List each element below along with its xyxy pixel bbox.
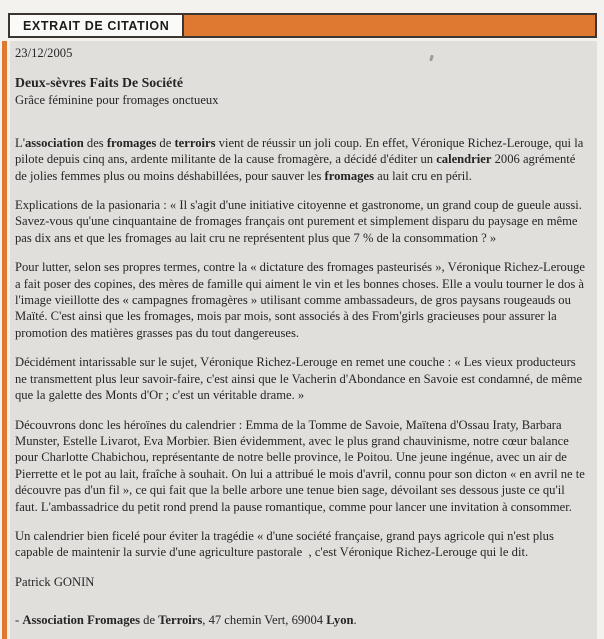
article-paragraph: Découvrons donc les héroïnes du calendrier : Emma de la Tomme de Savoie, Maïtena d'Ossau Iraty, Barbara Munster, Estelle Livarot, Eva Morbier. Bien évidemment, avec le plus grand chauvinisme, notre cœur balance pour Charlotte Chabichou, représentante de notre belle province, le Poitou. Une jeune ingénue, avec un air de Pierrette et le pot au lait, fraîche à souhait. On lui a attribué le mois d'avril, connu pour son dicton « en avril ne te découvre pas d'un fil », ce qui fait que la belle arbore une tenue bien sage, dévoilant ses dessous juste ce qu'il faut. L'ambassadrice du petit rond prend la pause romantique, comme pour lancer une invitation à consommer. xyxy=(15,417,585,514)
article-paragraph: Pour lutter, selon ses propres termes, contre la « dictature des fromages pasteurisés », Véronique Richez-Lerouge a fait poser des copines, des mères de famille qui aiment le vin et les bonnes choses. Elle a voulu tourner le dos à l'image vieillotte des « campagnes fromagères » utilisant comme ambassadeurs, de gros paysans rougeauds ou Maïté. C'est ainsi que les fromages, mois par mois, sont associés à des From'girls gracieuses pour assurer la promotion des matières grasses pas du tout dangereuses. xyxy=(15,260,585,340)
article-paragraph: L'association des fromages de terroirs vient de réussir un joli coup. En effet, Véronique Richez-Lerouge, qui la pilote depuis cinq ans, ardente militante de la cause fromagère, a décidé d'éditer un calendrier 2006 agrémenté de jolies femmes plus ou moins déshabillées, pour sauver les fromages au lait cru en péril. xyxy=(15,135,584,183)
article-paragraph: Explications de la pasionaria : « Il s'agit d'une initiative citoyenne et gastronome, un grand coup de gueule aussi. Savez-vous qu'une cinquantaine de fromages français ont purement et simplement disparu du paysage en même pas dix ans et que les fromages au lait cru ne représentent plus que 7 % de la consommation ? » xyxy=(15,198,582,245)
article-footer: - Association Fromages de Terroirs, 47 chemin Vert, 69004 Lyon. xyxy=(15,613,357,628)
article-author: Patrick GONIN xyxy=(15,574,95,589)
article-date: 23/12/2005 xyxy=(15,46,73,60)
article-title: Deux-sèvres Faits De Société xyxy=(15,75,183,91)
header-label: EXTRAIT DE CITATION xyxy=(8,13,184,38)
article-paragraph: Un calendrier bien ficelé pour éviter la tragédie « d'une société française, grand pays agricole qui n'est plus capable de maintenir la survie d'une agriculture pastorale , c'est Véronique Richez-Lerouge qui le dit. xyxy=(15,528,554,560)
left-accent-bar xyxy=(2,41,7,639)
article-paragraph: Décidément intarissable sur le sujet, Véronique Richez-Lerouge en remet une couche : « Les vieux producteurs ne transmettent plus leur savoir-faire, c'est ainsi que le Vacherin d'Abondance en Savoie est condamné, de même que la galette des Monts d'Or ; c'est un véritable drame. » xyxy=(15,355,583,403)
header-accent-bar xyxy=(184,13,597,38)
article-body xyxy=(15,135,588,561)
document-header xyxy=(8,13,597,38)
article-subtitle: Grâce féminine pour fromages onctueux xyxy=(15,93,219,108)
article-content xyxy=(10,41,597,639)
